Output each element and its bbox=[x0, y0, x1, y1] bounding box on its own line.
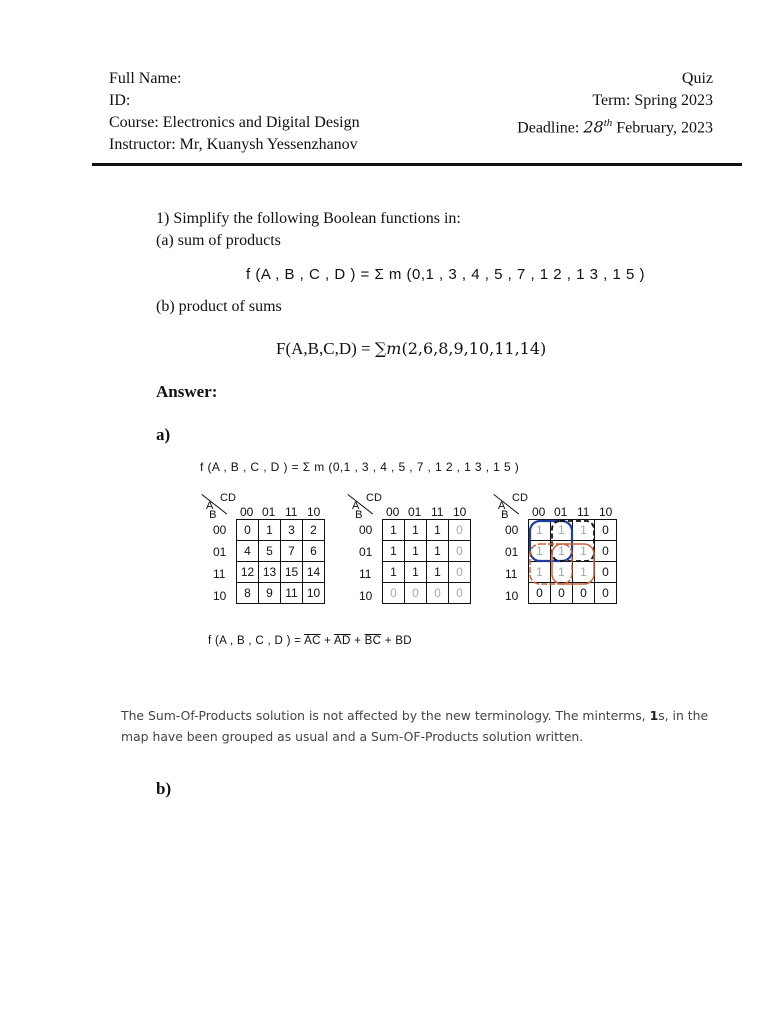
kmap-col-header: 10 bbox=[599, 505, 613, 519]
kmap-cell: 1 bbox=[405, 562, 427, 583]
kmap-cell: 13 bbox=[259, 562, 281, 583]
answer-a-label: a) bbox=[156, 425, 171, 444]
kmap-cell: 1 bbox=[405, 520, 427, 541]
kmap-cell: 0 bbox=[551, 583, 573, 604]
kmap-cell: 0 bbox=[237, 520, 259, 541]
solution-plus: + bbox=[381, 635, 396, 647]
kmap-a-label: A bbox=[206, 500, 214, 512]
kmap-a-label: A bbox=[498, 500, 506, 512]
kmap-cell: 0 bbox=[383, 583, 405, 604]
deadline-label bbox=[517, 112, 713, 139]
part-b-label: (b) product of sums bbox=[156, 298, 282, 315]
kmap-cell: 1 bbox=[405, 541, 427, 562]
kmap-cell: 0 bbox=[449, 541, 471, 562]
kmap-cd-label: CD bbox=[220, 492, 236, 504]
kmap-values bbox=[344, 492, 484, 612]
deadline-prefix: Deadline: bbox=[517, 119, 584, 137]
kmap-grid-values bbox=[382, 519, 471, 604]
header-left bbox=[109, 68, 360, 156]
kmap-col-header: 11 bbox=[431, 505, 444, 519]
solution-plus: + bbox=[320, 635, 335, 647]
part-a-label: (a) sum of products bbox=[156, 232, 281, 249]
equation-a: f (A , B , C , D ) = Σ m (0,1 , 3 , 4 , 5 , 7 , 1 2 , 1 3 , 1 5 ) bbox=[246, 266, 645, 283]
header-right bbox=[517, 68, 713, 139]
id-label: ID: bbox=[109, 92, 131, 109]
kmap-col-header: 11 bbox=[285, 505, 298, 519]
group-loop-blue bbox=[530, 521, 572, 561]
kmap-col-header: 11 bbox=[577, 505, 590, 519]
deadline-ordinal: th bbox=[603, 117, 613, 129]
solution-term: BD bbox=[395, 635, 412, 647]
kmap-grid-index bbox=[236, 519, 325, 604]
solution-term: $\overline{BC}$ bbox=[364, 635, 382, 647]
kmap-cell: 15 bbox=[281, 562, 303, 583]
equation-b-rhs: (2,6,8,9,10,11,14) bbox=[401, 339, 547, 358]
full-name-label: Full Name: bbox=[109, 70, 182, 87]
kmap-group-loops bbox=[490, 492, 630, 612]
kmap-cell: 1 bbox=[383, 562, 405, 583]
kmap-cell: 7 bbox=[281, 541, 303, 562]
kmap-cell: 0 bbox=[595, 541, 617, 562]
kmap-col-header: 00 bbox=[386, 505, 400, 519]
kmap-cell: 0 bbox=[529, 583, 551, 604]
kmap-cell: 0 bbox=[405, 583, 427, 604]
kmap-col-header: 01 bbox=[262, 505, 276, 519]
equation-b-m: m bbox=[386, 339, 402, 358]
kmap-figure bbox=[190, 455, 630, 655]
solution-term: $\overline{AC}$ bbox=[304, 635, 321, 647]
equation-b bbox=[276, 338, 546, 360]
kmap-row-header: 00 bbox=[505, 523, 519, 537]
kmap-col-header: 10 bbox=[307, 505, 321, 519]
kmap-cell: 8 bbox=[237, 583, 259, 604]
kmap-row-header: 11 bbox=[505, 567, 518, 581]
group-loop-orange-left bbox=[530, 544, 572, 584]
kmap-cell: 1 bbox=[573, 520, 595, 541]
kmap-a-label: A bbox=[352, 500, 360, 512]
kmap-solution bbox=[208, 635, 412, 647]
kmap-cell: 1 bbox=[427, 562, 449, 583]
kmap-cd-label: CD bbox=[512, 492, 528, 504]
kmap-row-header: 10 bbox=[213, 589, 227, 603]
kmap-cell: 4 bbox=[237, 541, 259, 562]
kmap-cell: 0 bbox=[449, 520, 471, 541]
kmap-b-label: B bbox=[501, 509, 509, 521]
kmap-cell: 0 bbox=[449, 562, 471, 583]
note-text-before: The Sum-Of-Products solution is not affected by the new terminology. The minterms, bbox=[121, 708, 650, 723]
solution-term: $\overline{AD}$ bbox=[334, 635, 351, 647]
kmap-cell: 1 bbox=[427, 541, 449, 562]
solution-plus: + bbox=[350, 635, 365, 647]
kmap-cell: 9 bbox=[259, 583, 281, 604]
kmap-cell: 1 bbox=[427, 520, 449, 541]
kmap-cd-label: CD bbox=[366, 492, 382, 504]
kmap-col-header: 01 bbox=[554, 505, 568, 519]
note-text-bold: 1 bbox=[649, 708, 659, 723]
kmap-row-header: 01 bbox=[359, 545, 373, 559]
kmap-b-label: B bbox=[209, 509, 217, 521]
kmap-col-header: 00 bbox=[532, 505, 546, 519]
kmap-cell: 2 bbox=[303, 520, 325, 541]
kmap-grouped bbox=[490, 492, 630, 612]
note-text-after: s, in the map have been grouped as usual and a Sum-OF-Products solution written. bbox=[121, 708, 709, 744]
kmap-cell: 14 bbox=[303, 562, 325, 583]
kmap-cell: 1 bbox=[529, 520, 551, 541]
kmap-row-header: 01 bbox=[505, 545, 519, 559]
kmap-col-header: 01 bbox=[408, 505, 422, 519]
kmap-cell: 11 bbox=[281, 583, 303, 604]
kmap-row-header: 00 bbox=[359, 523, 373, 537]
kmap-cell: 3 bbox=[281, 520, 303, 541]
kmap-row-header: 11 bbox=[213, 567, 226, 581]
kmap-cell: 1 bbox=[573, 562, 595, 583]
kmap-cell: 0 bbox=[595, 562, 617, 583]
kmap-cell: 1 bbox=[529, 541, 551, 562]
kmap-row-header: 10 bbox=[505, 589, 519, 603]
kmap-cell: 0 bbox=[449, 583, 471, 604]
kmap-cell: 1 bbox=[551, 520, 573, 541]
kmap-row-header: 10 bbox=[359, 589, 373, 603]
kmap-row-header: 11 bbox=[359, 567, 372, 581]
explanation-note bbox=[121, 705, 721, 747]
kmap-cell: 1 bbox=[573, 541, 595, 562]
kmap-cell: 1 bbox=[383, 541, 405, 562]
kmap-row-header: 01 bbox=[213, 545, 227, 559]
kmap-b-label: B bbox=[355, 509, 363, 521]
kmap-ab-label bbox=[352, 502, 362, 520]
answer-b-label: b) bbox=[156, 779, 172, 798]
header-divider bbox=[92, 163, 742, 166]
kmap-index bbox=[198, 492, 338, 612]
kmap-cell: 5 bbox=[259, 541, 281, 562]
kmap-col-header: 10 bbox=[453, 505, 467, 519]
kmap-cell: 1 bbox=[383, 520, 405, 541]
kmap-figure-title: f (A , B , C , D ) = Σ m (0,1 , 3 , 4 , 5 , 7 , 1 2 , 1 3 , 1 5 ) bbox=[200, 460, 520, 474]
kmap-cell: 0 bbox=[595, 583, 617, 604]
deadline-day: 28 bbox=[583, 117, 604, 137]
kmap-cell: 1 bbox=[259, 520, 281, 541]
quiz-label: Quiz bbox=[681, 70, 713, 87]
kmap-cell: 6 bbox=[303, 541, 325, 562]
kmap-cell: 10 bbox=[303, 583, 325, 604]
kmap-cell: 1 bbox=[551, 562, 573, 583]
kmap-col-header: 00 bbox=[240, 505, 254, 519]
kmap-cell: 0 bbox=[427, 583, 449, 604]
answer-heading: Answer: bbox=[156, 382, 218, 401]
instructor-label: Instructor: Mr, Kuanysh Yessenzhanov bbox=[109, 136, 358, 153]
kmap-ab-label bbox=[206, 502, 216, 520]
kmap-cell: 1 bbox=[551, 541, 573, 562]
kmap-cell: 0 bbox=[573, 583, 595, 604]
term-label: Term: Spring 2023 bbox=[592, 92, 713, 109]
equation-b-lhs: F(A,B,C,D) = bbox=[276, 339, 375, 358]
course-label: Course: Electronics and Digital Design bbox=[109, 114, 360, 131]
question-1: 1) Simplify the following Boolean functions in: bbox=[156, 210, 461, 227]
solution-prefix: f (A , B , C , D ) = bbox=[208, 635, 305, 647]
kmap-cell: 1 bbox=[529, 562, 551, 583]
kmap-row-header: 00 bbox=[213, 523, 227, 537]
equation-b-sum: ∑ bbox=[374, 339, 387, 358]
deadline-rest: February, 2023 bbox=[612, 119, 713, 137]
kmap-cell: 0 bbox=[595, 520, 617, 541]
kmap-cell: 12 bbox=[237, 562, 259, 583]
